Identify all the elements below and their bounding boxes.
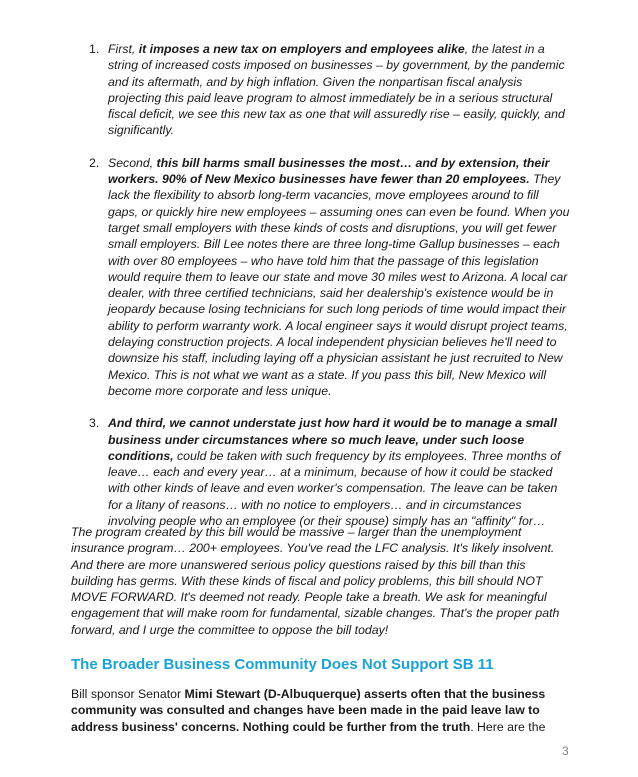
section-heading: The Broader Business Community Does Not Support SB 11 — [71, 656, 494, 673]
list-item-text: could be taken with such frequency by its employees. Three months of leave… each and every year… at a minimum, because of how it could be stacked with other kinds of leave and even worker's compensation. The leave can be taken for a litany of reasons… with no notice to employers… and in circumstances involving people who an employee (or their spouse) simply has an "affinity" for… — [108, 448, 561, 529]
intro-bold-text: Mimi Stewart (D-Albuquerque) asserts often that the business community was consulted and changes have been made in the paid leave law to address business' concerns. Nothing could be further from the truth — [71, 687, 546, 734]
list-item — [72, 415, 572, 529]
intro-text-end: . Here are the — [470, 719, 546, 734]
list-item-bold: it imposes a new tax on employers and employees alike — [138, 42, 465, 56]
list-item-bold: this bill harms small businesses the most… and by extension, their workers. 90% of New Mexico businesses have fewer than 20 employees. — [108, 155, 550, 187]
list-number: 3. — [89, 416, 100, 431]
list-item — [72, 41, 572, 139]
list-item-bold: And third, we cannot understate just how hard it would be to manage a small business under circumstances where so much leave, under such loose conditions, — [108, 416, 557, 463]
intro-text: Bill sponsor Senator — [71, 687, 185, 701]
list-item-text: , the latest in a string of increased costs imposed on businesses – by government, by the pandemic and its aftermath, and by high inflation. Given the nonpartisan fiscal analysis projecting this paid leave program to almost immediately be in a serious structural fiscal deficit, we see this new tax as one that will assuredly rise – easily, quickly, and significantly. — [108, 42, 565, 138]
list-item-lead: Second, — [108, 155, 157, 170]
page-number: 3 — [562, 744, 569, 758]
list-number: 1. — [89, 42, 100, 56]
list-number: 2. — [89, 155, 100, 170]
numbered-list — [72, 41, 572, 545]
list-item-text: They lack the flexibility to absorb long-term vacancies, move employees around to fill gaps, or quickly hire new employees – assuming ones can even be found. When you target small employers with these kinds of costs and disruptions, you will get fewer small employers. Bill Lee notes there are three long-time Gallup businesses – each with over 80 employees – who have told him that the passage of this legislation would require them to leave our state and move 30 miles west to Arizona. A local car dealer, with three certified technicians, said her dealership's existence would be in jeopardy because losing technicians for such long periods of time would impact their ability to perform warranty work. A local engineer says it would disrupt project teams, delaying construction projects. A local independent physician believes he'll need to downsize his staff, including laying off a physician assistant he just recruited to New Mexico. This is not what we want as a state. If you pass this bill, New Mexico will become more corporate and less unique. — [108, 172, 570, 398]
closing-paragraph: The program created by this bill would be massive – larger than the unemployment insurance program… 200+ employees. You've read the LFC analysis. It's likely insolvent. And there are more unanswered serious policy questions raised by this bill than this building has germs. With these kinds of fiscal and policy problems, this bill should NOT MOVE FORWARD. It's deemed not ready. People take a breath. We ask for meaningful engagement that will make room for fundamental, sizable changes. That's the proper path forward, and I urge the committee to oppose the bill today! — [71, 525, 560, 637]
list-item — [72, 155, 572, 399]
intro-paragraph — [71, 686, 571, 735]
list-item-lead: First, — [108, 42, 139, 56]
